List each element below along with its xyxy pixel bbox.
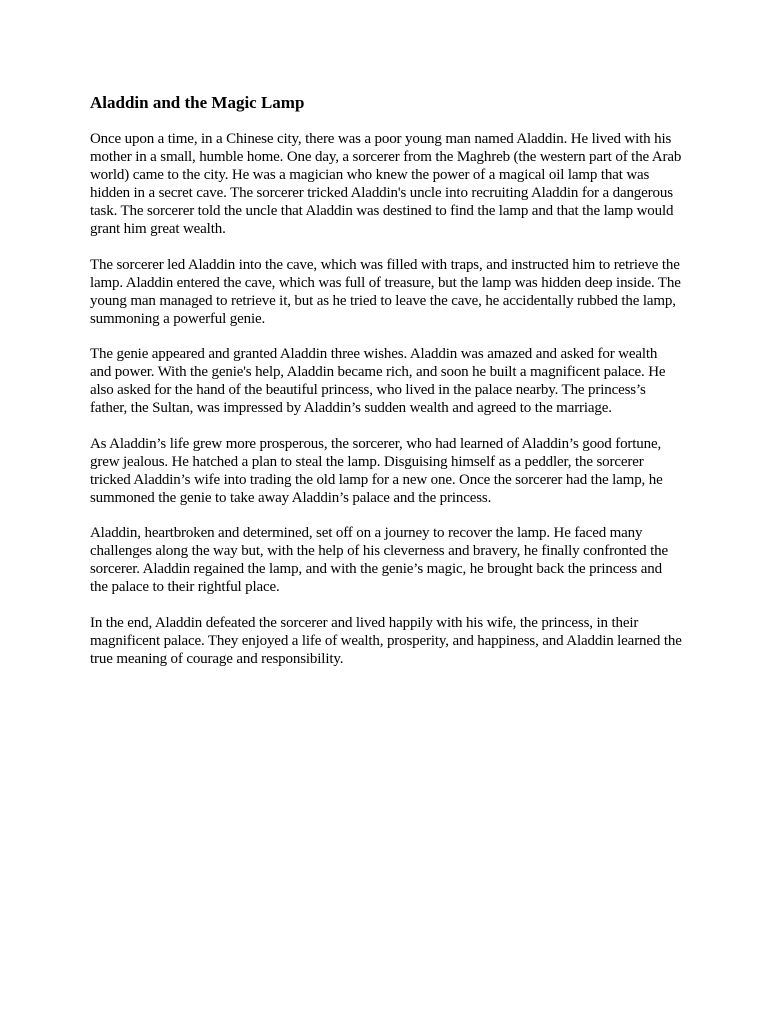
paragraph: The sorcerer led Aladdin into the cave, which was filled with traps, and instructed him to retrieve the lamp. Aladdin entered the cave, which was full of treasure, but the lamp was hidden deep inside. The young man managed to retrieve it, but as he tried to leave the cave, he accidentally rubbed the lamp, summoning a powerful genie. bbox=[90, 256, 681, 327]
document-title: Aladdin and the Magic Lamp bbox=[90, 93, 305, 112]
paragraph: Aladdin, heartbroken and determined, set off on a journey to recover the lamp. He faced many challenges along the way but, with the help of his cleverness and bravery, he finally confronted the sorcerer. Aladdin regained the lamp, and with the genie’s magic, he brought back the princess and the palace to their rightful place. bbox=[90, 525, 668, 595]
paragraph: The genie appeared and granted Aladdin three wishes. Aladdin was amazed and asked for wealth and power. With the genie's help, Aladdin became rich, and soon he built a magnificent palace. He also asked for the hand of the beautiful princess, who lived in the palace nearby. The princess’s father, the Sultan, was impressed by Aladdin’s sudden wealth and agreed to the marriage. bbox=[90, 346, 666, 416]
paragraph: Once upon a time, in a Chinese city, there was a poor young man named Aladdin. He lived with his mother in a small, humble home. One day, a sorcerer from the Maghreb (the western part of the Arab world) came to the city. He was a magician who knew the power of a magical oil lamp that was hidden in a secret cave. The sorcerer tricked Aladdin's uncle into recruiting Aladdin for a dangerous task. The sorcerer told the uncle that Aladdin was destined to find the lamp and that the lamp would grant him great wealth. bbox=[90, 131, 682, 237]
paragraph: As Aladdin’s life grew more prosperous, the sorcerer, who had learned of Aladdin’s good fortune, grew jealous. He hatched a plan to steal the lamp. Disguising himself as a peddler, the sorcerer tricked Aladdin’s wife into trading the old lamp for a new one. Once the sorcerer had the lamp, he summoned the genie to take away Aladdin’s palace and the princess. bbox=[90, 435, 663, 506]
document-page bbox=[90, 92, 682, 668]
paragraph: In the end, Aladdin defeated the sorcerer and lived happily with his wife, the princess, in their magnificent palace. They enjoyed a life of wealth, prosperity, and happiness, and Aladdin learned the true meaning of courage and responsibility. bbox=[90, 614, 682, 667]
